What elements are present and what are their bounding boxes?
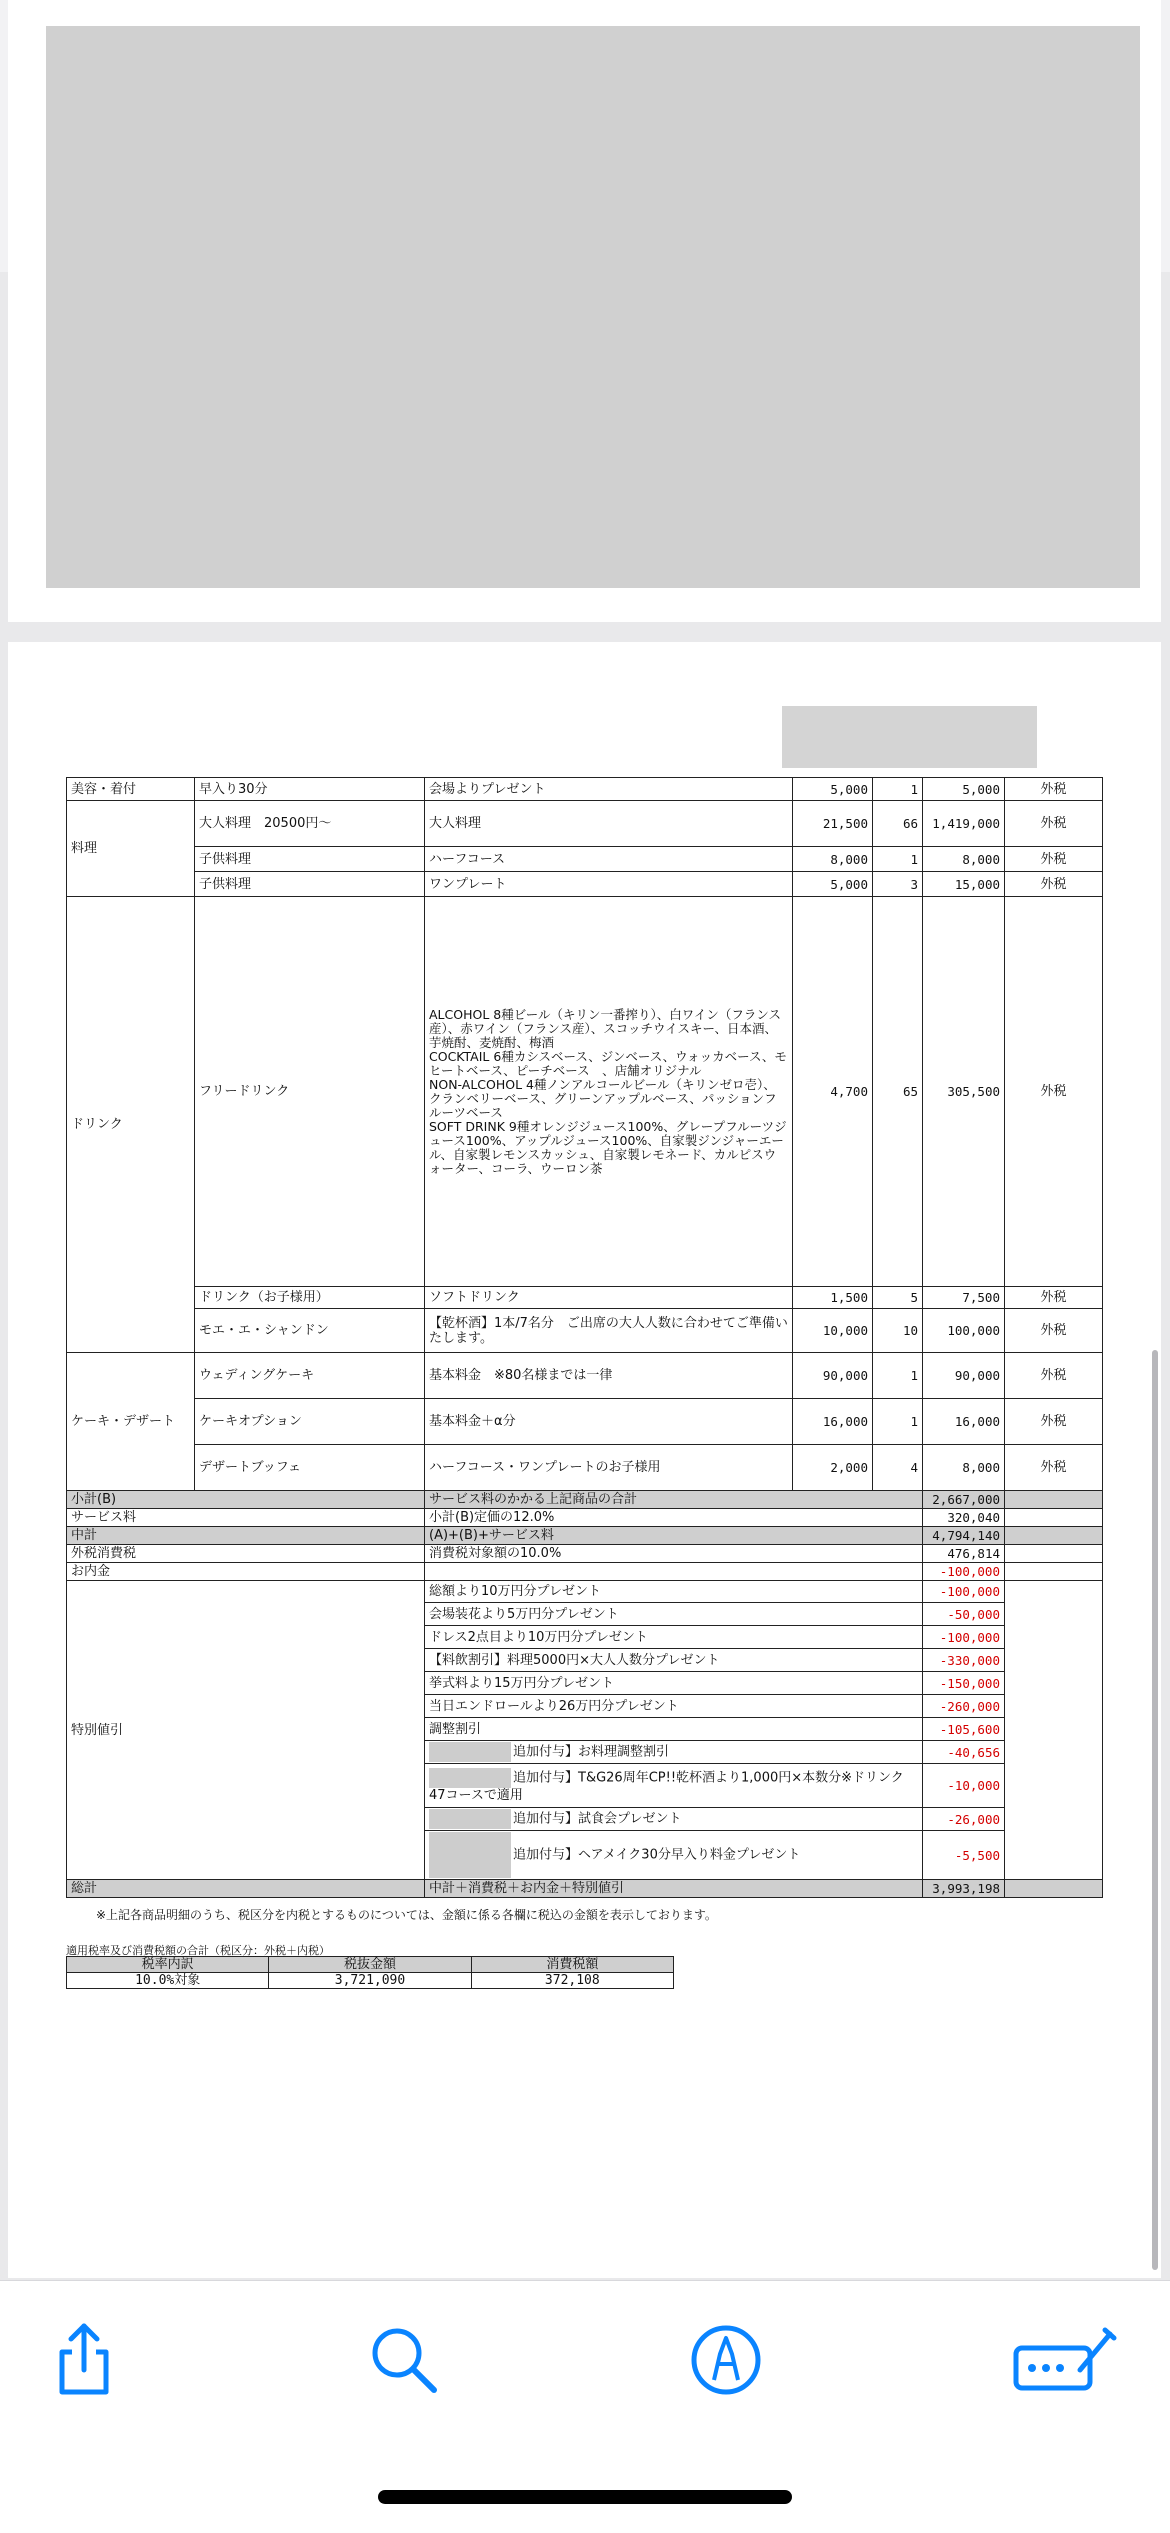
empty-cell xyxy=(1005,1509,1103,1527)
scroll-indicator[interactable] xyxy=(1152,1350,1158,2270)
table-row xyxy=(67,1445,1103,1491)
total-row xyxy=(67,1880,1103,1898)
unit-price-cell: 16,000 xyxy=(793,1399,873,1445)
description-cell: 会場よりプレゼント xyxy=(425,778,793,801)
item-cell: ドリンク（お子様用） xyxy=(195,1287,425,1309)
amount-cell: 1,419,000 xyxy=(923,801,1005,847)
quantity-cell: 1 xyxy=(873,847,923,872)
summary-row xyxy=(67,1491,1103,1509)
item-cell: モエ・エ・シャンドン xyxy=(195,1309,425,1353)
tax-summary-header: 消費税額 xyxy=(471,1957,673,1973)
discount-description-cell xyxy=(425,1764,923,1808)
amount-cell: 16,000 xyxy=(923,1399,1005,1445)
unit-price-cell: 8,000 xyxy=(793,847,873,872)
amount-cell: 90,000 xyxy=(923,1353,1005,1399)
item-cell: ウェディングケーキ xyxy=(195,1353,425,1399)
discount-row xyxy=(67,1581,1103,1603)
table-row xyxy=(67,847,1103,872)
document-page-1 xyxy=(8,0,1161,622)
item-cell: 子供料理 xyxy=(195,847,425,872)
summary-amount: 2,667,000 xyxy=(923,1491,1005,1509)
footnote: ※上記各商品明細のうち、税区分を内税とするものについては、金額に係る各欄に税込の金額を表示しております。 xyxy=(96,1908,717,1922)
tax-type-cell: 外税 xyxy=(1005,1287,1103,1309)
discount-amount: -40,656 xyxy=(923,1741,1005,1764)
share-icon xyxy=(44,2320,124,2400)
summary-label: お内金 xyxy=(67,1563,425,1581)
summary-row xyxy=(67,1563,1103,1581)
discount-amount: -105,600 xyxy=(923,1718,1005,1741)
empty-cell xyxy=(1005,1527,1103,1545)
description-cell: 基本料金 ※80名様までは一律 xyxy=(425,1353,793,1399)
summary-description xyxy=(425,1563,923,1581)
discount-amount: -100,000 xyxy=(923,1581,1005,1603)
table-row xyxy=(67,872,1103,897)
tax-type-cell: 外税 xyxy=(1005,801,1103,847)
item-cell: 子供料理 xyxy=(195,872,425,897)
tax-summary-caption: 適用税率及び消費税額の合計（税区分：外税＋内税） xyxy=(66,1944,330,1957)
tax-excluded-amount-cell: 3,721,090 xyxy=(269,1973,471,1989)
tax-type-cell: 外税 xyxy=(1005,872,1103,897)
redacted-block xyxy=(429,1832,511,1878)
summary-row xyxy=(67,1545,1103,1563)
fill-and-sign-button[interactable] xyxy=(1010,2320,1120,2400)
discount-description-cell xyxy=(425,1831,923,1880)
empty-cell xyxy=(1005,1880,1103,1898)
amount-cell: 100,000 xyxy=(923,1309,1005,1353)
item-cell: 早入り30分 xyxy=(195,778,425,801)
summary-amount: -100,000 xyxy=(923,1563,1005,1581)
discount-amount: -330,000 xyxy=(923,1649,1005,1672)
table-row xyxy=(67,778,1103,801)
discount-amount: -50,000 xyxy=(923,1603,1005,1626)
unit-price-cell: 90,000 xyxy=(793,1353,873,1399)
discount-description: ドレス2点目より10万円分プレゼント xyxy=(425,1626,923,1649)
table-row xyxy=(67,1353,1103,1399)
table-row xyxy=(67,801,1103,847)
unit-price-cell: 4,700 xyxy=(793,897,873,1287)
summary-row xyxy=(67,1527,1103,1545)
description-cell: 基本料金＋α分 xyxy=(425,1399,793,1445)
markup-button[interactable] xyxy=(686,2320,766,2400)
table-row xyxy=(67,1309,1103,1353)
summary-label: 中計 xyxy=(67,1527,425,1545)
tax-rate-cell: 10.0%対象 xyxy=(67,1973,269,1989)
tax-summary-header: 税率内訳 xyxy=(67,1957,269,1973)
quantity-cell: 5 xyxy=(873,1287,923,1309)
discount-description: 追加付与】試食会プレゼント xyxy=(513,1811,682,1827)
discount-description: 【料飲割引】料理5000円×大人人数分プレゼント xyxy=(425,1649,923,1672)
discount-description: 追加付与】T&G26周年CP!!乾杯酒より1,000円×本数分※ドリンク47コースで適用 xyxy=(429,1770,904,1803)
search-button[interactable] xyxy=(364,2320,444,2400)
item-cell: デザートブッフェ xyxy=(195,1445,425,1491)
discount-amount: -5,500 xyxy=(923,1831,1005,1880)
summary-label: サービス料 xyxy=(67,1509,425,1527)
tax-type-cell: 外税 xyxy=(1005,847,1103,872)
markup-icon xyxy=(686,2320,766,2400)
tax-type-cell: 外税 xyxy=(1005,1445,1103,1491)
tax-summary-row xyxy=(67,1973,674,1989)
total-description: 中計＋消費税＋お内金＋特別値引 xyxy=(425,1880,923,1898)
discount-description: 総額より10万円分プレゼント xyxy=(425,1581,923,1603)
summary-description: 小計(B)定価の12.0% xyxy=(425,1509,923,1527)
table-row xyxy=(67,1399,1103,1445)
discount-description: 追加付与】ヘアメイク30分早入り料金プレゼント xyxy=(513,1847,801,1863)
tax-type-cell: 外税 xyxy=(1005,1399,1103,1445)
description-cell: ハーフコース・ワンプレートのお子様用 xyxy=(425,1445,793,1491)
discount-amount: -26,000 xyxy=(923,1808,1005,1831)
discount-description: 調整割引 xyxy=(425,1718,923,1741)
category-cell: ドリンク xyxy=(67,897,195,1353)
summary-description: (A)+(B)+サービス料 xyxy=(425,1527,923,1545)
discount-description: 追加付与】お料理調整割引 xyxy=(513,1744,670,1760)
search-icon xyxy=(364,2320,444,2400)
discount-amount: -150,000 xyxy=(923,1672,1005,1695)
item-cell: フリードリンク xyxy=(195,897,425,1287)
discount-amount: -100,000 xyxy=(923,1626,1005,1649)
empty-cell xyxy=(1005,1563,1103,1581)
discount-description-cell xyxy=(425,1741,923,1764)
summary-description: 消費税対象額の10.0% xyxy=(425,1545,923,1563)
amount-cell: 5,000 xyxy=(923,778,1005,801)
discount-label: 特別値引 xyxy=(67,1581,425,1880)
empty-cell xyxy=(1005,1491,1103,1509)
discount-description: 会場装花より5万円分プレゼント xyxy=(425,1603,923,1626)
amount-cell: 7,500 xyxy=(923,1287,1005,1309)
tax-type-cell: 外税 xyxy=(1005,778,1103,801)
empty-cell xyxy=(1005,1545,1103,1563)
quantity-cell: 1 xyxy=(873,1353,923,1399)
quantity-cell: 4 xyxy=(873,1445,923,1491)
unit-price-cell: 5,000 xyxy=(793,778,873,801)
summary-amount: 476,814 xyxy=(923,1545,1005,1563)
redacted-block xyxy=(46,26,1140,588)
tax-type-cell: 外税 xyxy=(1005,897,1103,1287)
table-row xyxy=(67,1287,1103,1309)
redacted-block xyxy=(429,1742,511,1762)
redacted-block xyxy=(782,706,1037,768)
invoice-table xyxy=(66,777,1103,1898)
quantity-cell: 1 xyxy=(873,1399,923,1445)
empty-cell xyxy=(1005,1581,1103,1880)
item-cell: ケーキオプション xyxy=(195,1399,425,1445)
quantity-cell: 66 xyxy=(873,801,923,847)
description-cell: ソフトドリンク xyxy=(425,1287,793,1309)
unit-price-cell: 10,000 xyxy=(793,1309,873,1353)
quantity-cell: 1 xyxy=(873,778,923,801)
redacted-block xyxy=(429,1768,511,1788)
redacted-block xyxy=(429,1809,511,1829)
unit-price-cell: 2,000 xyxy=(793,1445,873,1491)
total-amount: 3,993,198 xyxy=(923,1880,1005,1898)
home-indicator[interactable] xyxy=(378,2490,792,2504)
description-cell: ALCOHOL 8種ビール（キリン一番搾り）、白ワイン（フランス産）、赤ワイン（フランス産）、スコッチウイスキー、日本酒、芋焼酎、麦焼酎、梅酒 COCKTAIL 6種カシスベース、ジンベース、ウォッカベース、モヒートベース、ピーチベース 、店舗オリジナル NON-ALCOHOL 4種ノンアルコールビール（キリンゼロ壱）、クランベリーベース、グリーンアップルベース、パッションフルーツベース SOFT DRINK 9種オレンジジュース100%、グレープフルーツジュース100%、アップルジュース100%、自家製ジンジャーエール、自家製レモンスカッシュ、自家製レモネード、カルピスウォーター、コーラ、ウーロン茶 xyxy=(425,897,793,1287)
unit-price-cell: 21,500 xyxy=(793,801,873,847)
amount-cell: 8,000 xyxy=(923,847,1005,872)
discount-description: 当日エンドロールより26万円分プレゼント xyxy=(425,1695,923,1718)
tax-type-cell: 外税 xyxy=(1005,1353,1103,1399)
category-cell: ケーキ・デザート xyxy=(67,1353,195,1491)
quantity-cell: 10 xyxy=(873,1309,923,1353)
tax-amount-cell: 372,108 xyxy=(471,1973,673,1989)
description-cell: ハーフコース xyxy=(425,847,793,872)
item-cell: 大人料理 20500円～ xyxy=(195,801,425,847)
category-cell: 料理 xyxy=(67,801,195,897)
total-label: 総計 xyxy=(67,1880,425,1898)
discount-description: 挙式料より15万円分プレゼント xyxy=(425,1672,923,1695)
description-cell: 大人料理 xyxy=(425,801,793,847)
summary-description: サービス料のかかる上記商品の合計 xyxy=(425,1491,923,1509)
amount-cell: 8,000 xyxy=(923,1445,1005,1491)
quantity-cell: 65 xyxy=(873,897,923,1287)
tax-summary-header: 税抜金額 xyxy=(269,1957,471,1973)
tax-type-cell: 外税 xyxy=(1005,1309,1103,1353)
table-row xyxy=(67,897,1103,1287)
summary-row xyxy=(67,1509,1103,1527)
share-button[interactable] xyxy=(44,2320,124,2400)
discount-description-cell xyxy=(425,1808,923,1831)
description-cell: 【乾杯酒】1本/7名分 ご出席の大人人数に合わせてご準備いたします。 xyxy=(425,1309,793,1353)
amount-cell: 305,500 xyxy=(923,897,1005,1287)
unit-price-cell: 1,500 xyxy=(793,1287,873,1309)
summary-label: 小計(B) xyxy=(67,1491,425,1509)
summary-amount: 320,040 xyxy=(923,1509,1005,1527)
category-cell: 美容・着付 xyxy=(67,778,195,801)
tax-summary-table xyxy=(66,1956,674,1989)
amount-cell: 15,000 xyxy=(923,872,1005,897)
summary-label: 外税消費税 xyxy=(67,1545,425,1563)
description-cell: ワンプレート xyxy=(425,872,793,897)
unit-price-cell: 5,000 xyxy=(793,872,873,897)
summary-amount: 4,794,140 xyxy=(923,1527,1005,1545)
discount-amount: -10,000 xyxy=(923,1764,1005,1808)
keyboard-edit-icon xyxy=(1010,2320,1120,2400)
discount-amount: -260,000 xyxy=(923,1695,1005,1718)
quantity-cell: 3 xyxy=(873,872,923,897)
tax-summary-header-row xyxy=(67,1957,674,1973)
